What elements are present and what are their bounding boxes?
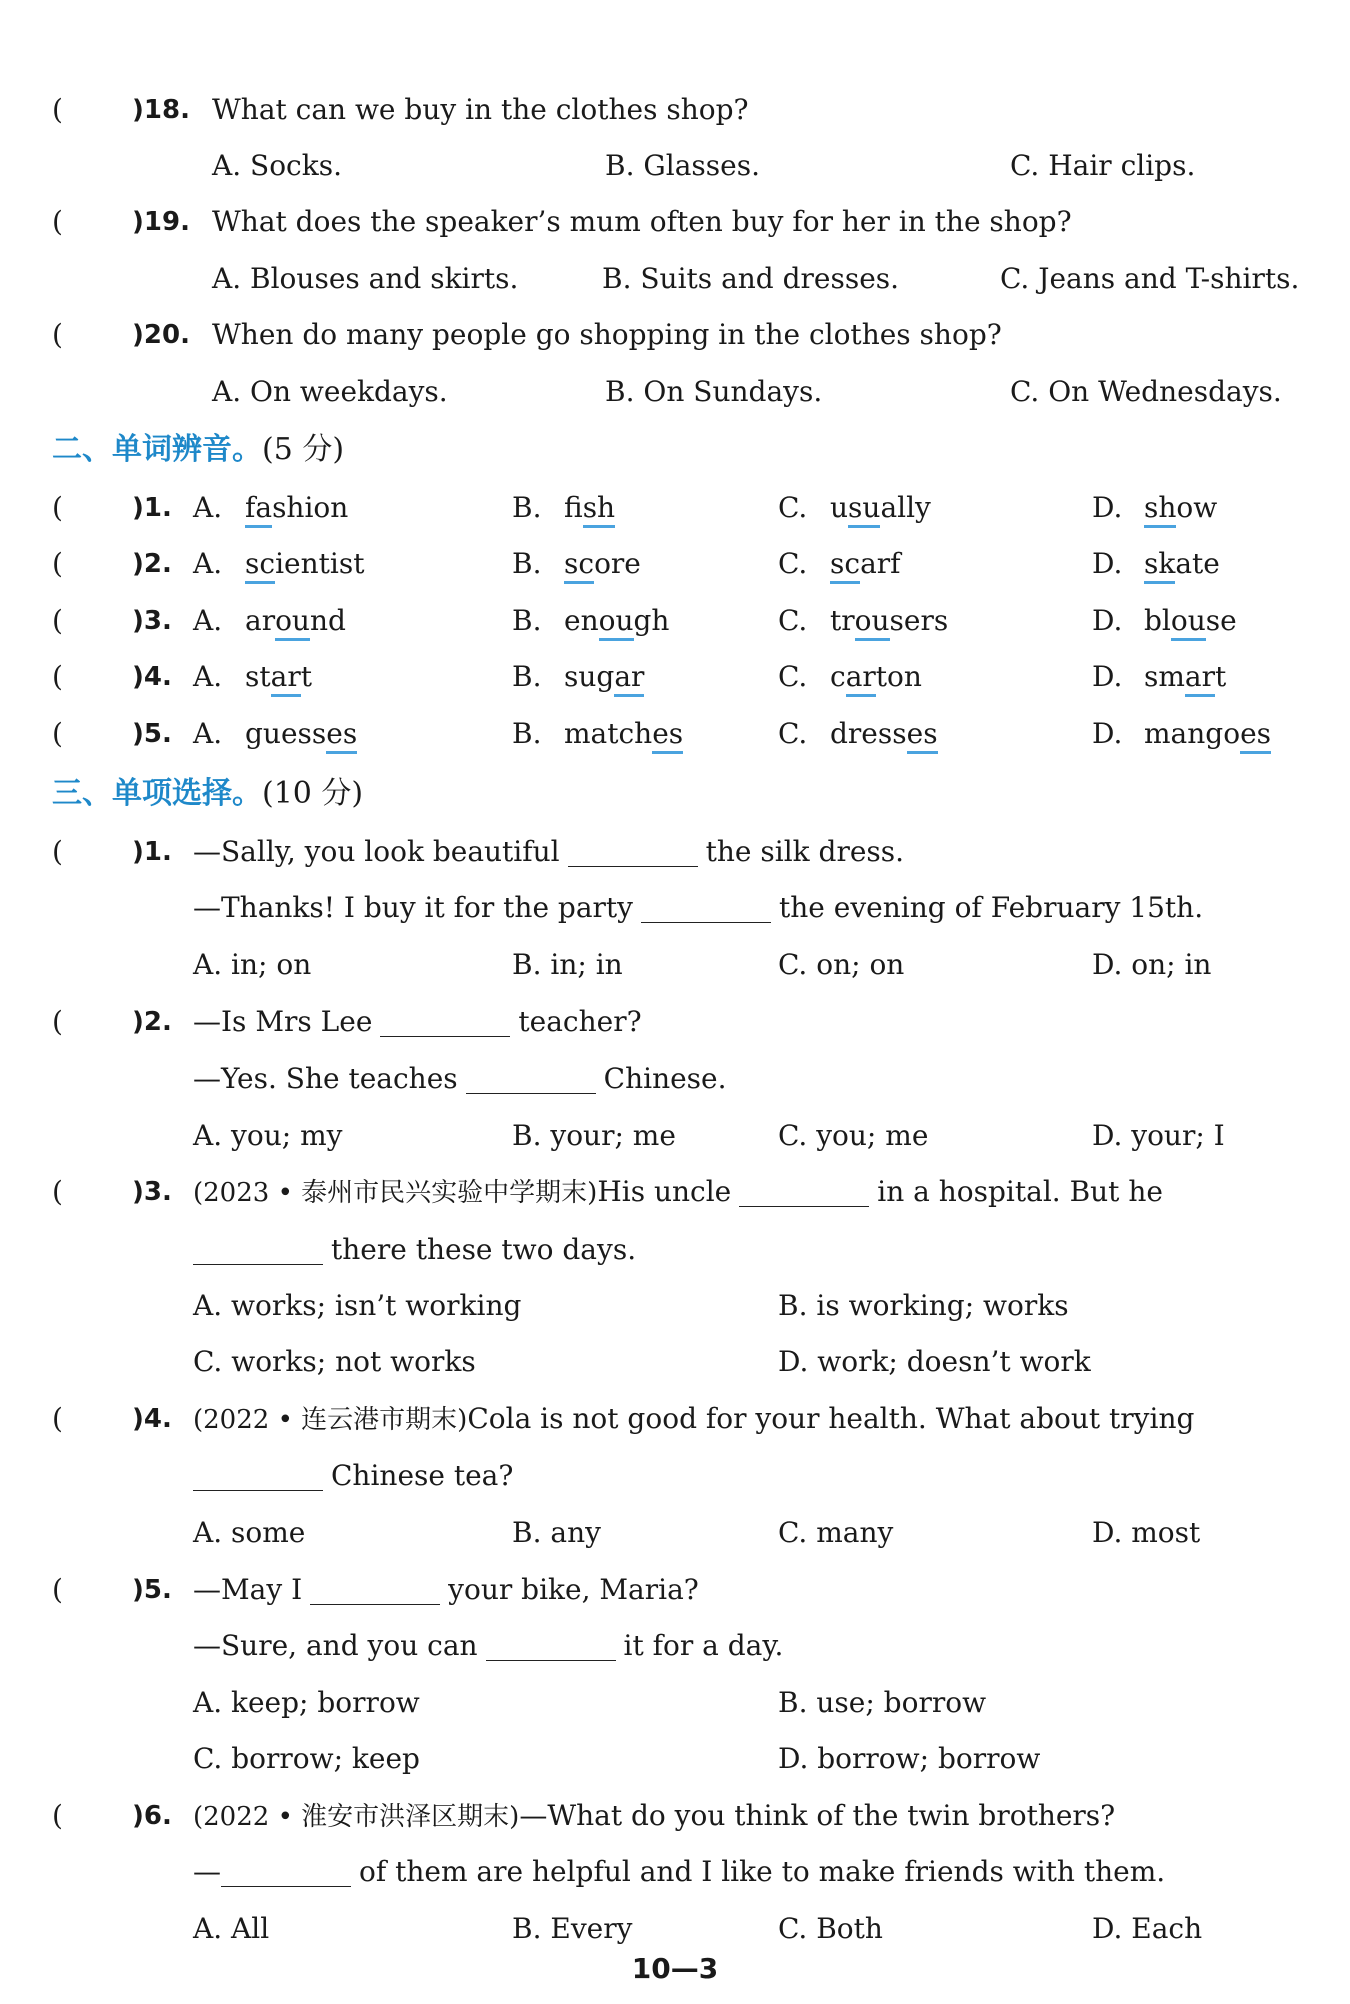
answer-paren: ( (52, 491, 63, 524)
options-20 (0, 370, 1350, 414)
phonetics-option-a (193, 486, 348, 530)
option-letter: C. (778, 604, 808, 637)
word-part: shion (272, 491, 349, 524)
underlined-letters: sh (583, 491, 615, 528)
option-letter: B. (512, 547, 542, 580)
dialogue-line: it for a day. (623, 1629, 784, 1662)
answer-blank[interactable] (193, 1234, 323, 1265)
option-b: B. any (512, 1516, 601, 1549)
phonetics-option-a (193, 655, 312, 699)
answer-blank[interactable] (641, 892, 771, 923)
phonetics-option-b (512, 712, 683, 756)
option-c: C. Both (778, 1912, 883, 1945)
phonetics-option-d (1092, 599, 1237, 643)
question-text: in a hospital. But he (877, 1175, 1163, 1208)
mc-options-3-row2 (0, 1340, 1350, 1384)
option-letter: A. (193, 491, 223, 524)
word-part: ally (880, 491, 931, 524)
phonetics-question-3 (0, 599, 1350, 643)
word-part: dress (830, 717, 907, 750)
option-letter: C. (778, 547, 808, 580)
mc-question-2 (0, 1000, 1350, 1044)
option-letter: B. (512, 660, 542, 693)
mc-options-4 (0, 1511, 1350, 1555)
option-b: B. in; in (512, 948, 623, 981)
underlined-letters: ou (599, 604, 634, 641)
mc-question-1 (0, 830, 1350, 874)
underlined-letters: ar (614, 660, 644, 697)
word-part: u (830, 491, 849, 524)
word-part: arf (860, 547, 901, 580)
underlined-letters: fa (245, 491, 272, 528)
word-part: gh (633, 604, 670, 637)
dialogue-line: —Thanks! I buy it for the party (193, 891, 634, 924)
phonetics-question-1 (0, 486, 1350, 530)
option-a: A. On weekdays. (212, 375, 448, 408)
word-part: guess (245, 717, 327, 750)
dialogue-line: Chinese. (603, 1062, 727, 1095)
dialogue-line: — (193, 1855, 221, 1888)
underlined-letters: ar (846, 660, 876, 697)
word-part: ton (875, 660, 922, 693)
question-source: (2022 • 淮安市洪泽区期末) (193, 1802, 520, 1832)
phonetics-option-d (1092, 712, 1271, 756)
answer-blank[interactable] (221, 1856, 351, 1887)
mc-question-5-line2 (0, 1624, 1350, 1668)
word-part: ore (594, 547, 641, 580)
option-a: A. some (193, 1516, 306, 1549)
mc-question-4 (0, 1397, 1350, 1441)
underlined-letters: es (907, 717, 938, 754)
underlined-letters: sc (830, 547, 860, 584)
option-letter: D. (1092, 717, 1123, 750)
options-18 (0, 144, 1350, 188)
question-number: )3. (132, 1177, 172, 1207)
question-number: )6. (132, 1801, 172, 1831)
question-number: )1. (132, 837, 172, 867)
mc-options-3-row1 (0, 1284, 1350, 1328)
mc-question-6 (0, 1794, 1350, 1838)
mc-options-2 (0, 1114, 1350, 1158)
question-stem: What does the speaker’s mum often buy for her in the shop? (212, 205, 1072, 238)
question-number: )2. (132, 549, 172, 579)
question-text: His uncle (597, 1175, 732, 1208)
option-d: D. most (1092, 1516, 1201, 1549)
underlined-letters: ou (275, 604, 310, 641)
underlined-letters: es (1240, 717, 1271, 754)
underlined-letters: su (848, 491, 880, 528)
answer-paren: ( (52, 93, 63, 126)
option-letter: A. (193, 717, 223, 750)
option-a: A. All (193, 1912, 270, 1945)
underlined-letters: ar (1185, 660, 1215, 697)
option-b: B. Suits and dresses. (602, 262, 900, 295)
option-a: A. works; isn’t working (193, 1289, 522, 1322)
answer-blank[interactable] (739, 1176, 869, 1207)
option-c: C. works; not works (193, 1345, 476, 1378)
answer-paren: ( (52, 1573, 63, 1606)
question-number: )2. (132, 1007, 172, 1037)
mc-options-5-row2 (0, 1737, 1350, 1781)
section-heading: 二、单词辨音。 (52, 432, 262, 467)
answer-paren: ( (52, 835, 63, 868)
question-text: Chinese tea? (331, 1459, 514, 1492)
option-c: C. many (778, 1516, 894, 1549)
word-part: sug (564, 660, 615, 693)
word-part: t (1215, 660, 1227, 693)
option-c: C. on; on (778, 948, 905, 981)
mc-options-1 (0, 943, 1350, 987)
question-source: (2022 • 连云港市期末) (193, 1405, 468, 1435)
underlined-letters: sc (564, 547, 594, 584)
section-points: (10 分) (262, 776, 364, 811)
section-heading: 三、单项选择。 (52, 776, 262, 811)
option-letter: A. (193, 660, 223, 693)
phonetics-option-d (1092, 542, 1220, 586)
dialogue-line: —Is Mrs Lee (193, 1005, 373, 1038)
phonetics-option-c (778, 712, 938, 756)
option-letter: B. (512, 717, 542, 750)
dialogue-line: —Yes. She teaches (193, 1062, 458, 1095)
underlined-letters: sk (1144, 547, 1175, 584)
word-part: se (1205, 604, 1237, 637)
question-18 (0, 88, 1350, 132)
options-19 (0, 257, 1350, 301)
question-number: )19. (132, 207, 190, 237)
answer-blank[interactable] (380, 1006, 510, 1037)
phonetics-question-4 (0, 655, 1350, 699)
underlined-letters: ou (855, 604, 890, 641)
word-part: en (564, 604, 599, 637)
option-a: A. Blouses and skirts. (212, 262, 519, 295)
word-part: mango (1144, 717, 1241, 750)
mc-question-6-line2 (0, 1850, 1350, 1894)
question-number: )5. (132, 719, 172, 749)
underlined-letters: ar (271, 660, 301, 697)
dialogue-line: —May I (193, 1573, 303, 1606)
phonetics-question-2 (0, 542, 1350, 586)
answer-paren: ( (52, 1402, 63, 1435)
option-a: A. keep; borrow (193, 1686, 420, 1719)
question-stem: When do many people go shopping in the clothes shop? (212, 318, 1002, 351)
answer-paren: ( (52, 604, 63, 637)
option-letter: A. (193, 547, 223, 580)
answer-paren: ( (52, 1175, 63, 1208)
word-part: tr (830, 604, 855, 637)
word-part: ow (1176, 491, 1218, 524)
mc-question-5 (0, 1568, 1350, 1612)
phonetics-option-c (778, 486, 931, 530)
mc-options-6 (0, 1907, 1350, 1951)
dialogue-line: teacher? (518, 1005, 642, 1038)
answer-paren: ( (52, 1005, 63, 1038)
underlined-letters: ou (1171, 604, 1206, 641)
section-title-multiple-choice (52, 772, 363, 816)
option-a: A. you; my (193, 1119, 343, 1152)
underlined-letters: sh (1144, 491, 1176, 528)
question-19 (0, 200, 1350, 244)
page-number: 10—3 (631, 1952, 719, 1985)
mc-question-3 (0, 1170, 1350, 1214)
question-stem: What can we buy in the clothes shop? (212, 93, 749, 126)
word-part: match (564, 717, 653, 750)
word-part: ientist (275, 547, 365, 580)
mc-question-3-line2 (0, 1228, 1350, 1272)
question-text: there these two days. (331, 1233, 637, 1266)
option-letter: C. (778, 491, 808, 524)
dialogue-line: —What do you think of the twin brothers? (519, 1799, 1116, 1832)
option-d: D. Each (1092, 1912, 1203, 1945)
section-points: (5 分) (262, 432, 345, 467)
option-d: D. work; doesn’t work (778, 1345, 1091, 1378)
option-b: B. use; borrow (778, 1686, 987, 1719)
option-c: C. borrow; keep (193, 1742, 420, 1775)
dialogue-line: the evening of February 15th. (779, 891, 1204, 924)
question-number: )4. (132, 1404, 172, 1434)
option-c: C. you; me (778, 1119, 929, 1152)
dialogue-line: of them are helpful and I like to make friends with them. (359, 1855, 1166, 1888)
question-number: )4. (132, 662, 172, 692)
answer-blank[interactable] (486, 1630, 616, 1661)
dialogue-line: the silk dress. (705, 835, 905, 868)
option-b: B. is working; works (778, 1289, 1069, 1322)
phonetics-option-d (1092, 655, 1226, 699)
phonetics-option-a (193, 542, 364, 586)
question-number: )5. (132, 1575, 172, 1605)
option-letter: B. (512, 491, 542, 524)
question-number: )1. (132, 493, 172, 523)
dialogue-line: your bike, Maria? (448, 1573, 699, 1606)
option-d: D. on; in (1092, 948, 1212, 981)
answer-blank[interactable] (466, 1063, 596, 1094)
question-number: )18. (132, 95, 190, 125)
option-c: C. On Wednesdays. (1010, 375, 1282, 408)
option-letter: C. (778, 660, 808, 693)
option-letter: B. (512, 604, 542, 637)
option-b: B. your; me (512, 1119, 676, 1152)
phonetics-option-a (193, 599, 346, 643)
option-letter: D. (1092, 547, 1123, 580)
option-b: B. Every (512, 1912, 633, 1945)
answer-paren: ( (52, 318, 63, 351)
answer-paren: ( (52, 717, 63, 750)
option-d: D. your; I (1092, 1119, 1225, 1152)
answer-blank[interactable] (568, 836, 698, 867)
word-part: bl (1144, 604, 1171, 637)
phonetics-option-c (778, 655, 922, 699)
phonetics-option-c (778, 599, 948, 643)
word-part: nd (309, 604, 346, 637)
word-part: ar (245, 604, 276, 637)
option-b: B. On Sundays. (605, 375, 823, 408)
phonetics-option-c (778, 542, 901, 586)
underlined-letters: es (652, 717, 683, 754)
answer-blank[interactable] (310, 1574, 440, 1605)
question-number: )20. (132, 320, 190, 350)
word-part: c (830, 660, 846, 693)
mc-options-5-row1 (0, 1681, 1350, 1725)
mc-question-4-line2 (0, 1454, 1350, 1498)
option-c: C. Jeans and T-shirts. (1000, 262, 1300, 295)
word-part: ate (1175, 547, 1220, 580)
answer-blank[interactable] (193, 1460, 323, 1491)
phonetics-option-b (512, 599, 669, 643)
word-part: sm (1144, 660, 1185, 693)
underlined-letters: sc (245, 547, 275, 584)
phonetics-option-b (512, 542, 641, 586)
question-number: )3. (132, 606, 172, 636)
option-a: A. in; on (193, 948, 312, 981)
option-b: B. Glasses. (605, 149, 760, 182)
section-title-phonetics (52, 428, 344, 472)
option-letter: A. (193, 604, 223, 637)
option-d: D. borrow; borrow (778, 1742, 1041, 1775)
answer-paren: ( (52, 547, 63, 580)
word-part: t (300, 660, 312, 693)
option-a: A. Socks. (212, 149, 342, 182)
mc-question-2-line2 (0, 1057, 1350, 1101)
underlined-letters: es (326, 717, 357, 754)
answer-paren: ( (52, 660, 63, 693)
phonetics-option-b (512, 486, 615, 530)
phonetics-question-5 (0, 712, 1350, 756)
answer-paren: ( (52, 1799, 63, 1832)
option-letter: D. (1092, 660, 1123, 693)
word-part: fi (564, 491, 583, 524)
dialogue-line: —Sure, and you can (193, 1629, 478, 1662)
question-20 (0, 313, 1350, 357)
question-source: (2023 • 泰州市民兴实验中学期末) (193, 1178, 598, 1208)
mc-question-1-line2 (0, 886, 1350, 930)
dialogue-line: —Sally, you look beautiful (193, 835, 560, 868)
word-part: st (245, 660, 271, 693)
word-part: sers (889, 604, 949, 637)
phonetics-option-b (512, 655, 644, 699)
question-text: Cola is not good for your health. What about trying (467, 1402, 1195, 1435)
answer-paren: ( (52, 205, 63, 238)
phonetics-option-d (1092, 486, 1217, 530)
option-letter: C. (778, 717, 808, 750)
option-c: C. Hair clips. (1010, 149, 1196, 182)
option-letter: D. (1092, 491, 1123, 524)
phonetics-option-a (193, 712, 357, 756)
option-letter: D. (1092, 604, 1123, 637)
